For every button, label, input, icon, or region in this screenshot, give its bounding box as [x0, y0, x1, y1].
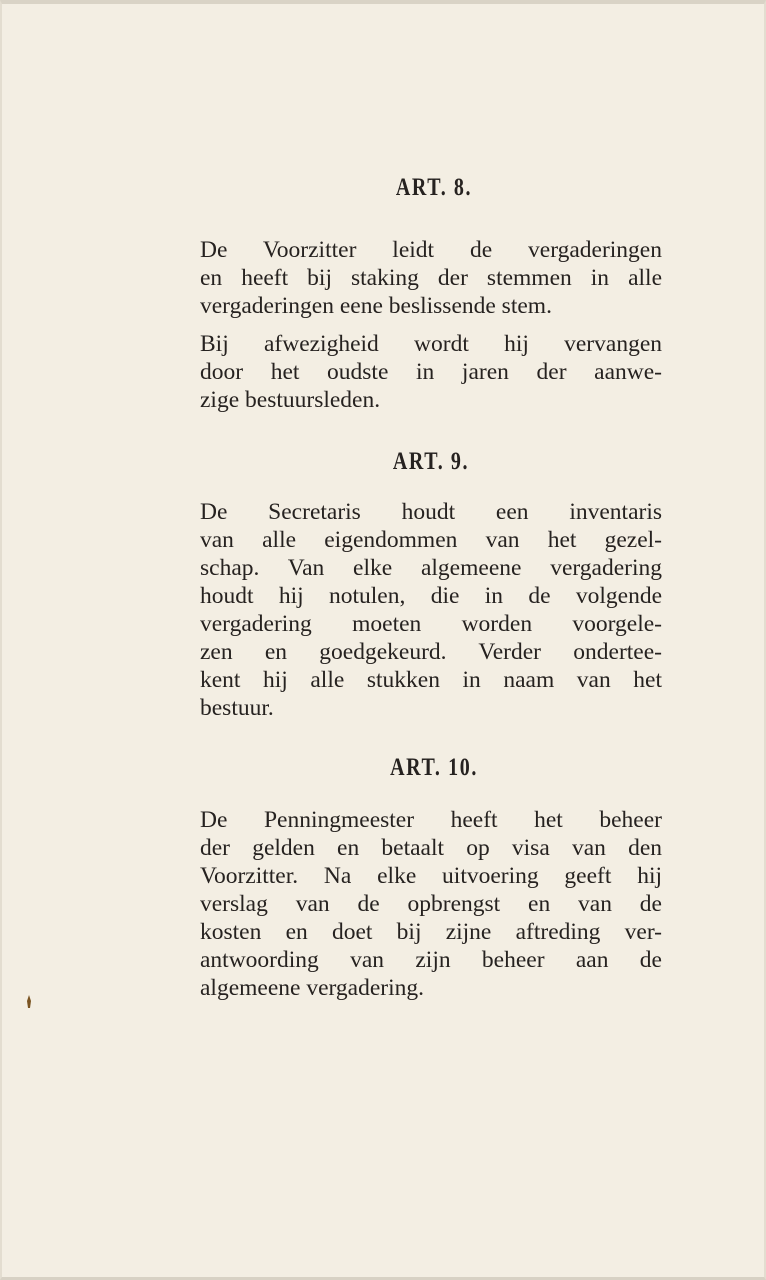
text-line: door het oudste in jaren der aanwe- [200, 359, 662, 385]
text-line: algemeene vergadering. [200, 975, 425, 1001]
text-line: zen en goedgekeurd. Verder ondertee- [200, 639, 662, 665]
article-8-paragraph-2 [200, 330, 662, 414]
text-line: zige bestuursleden. [200, 387, 381, 413]
text-line: kosten en doet bij zijne aftreding ver- [200, 919, 662, 945]
text-line: schap. Van elke algemeene vergadering [200, 555, 662, 581]
text-line: der gelden en betaalt op visa van den [200, 835, 662, 861]
text-line: houdt hij notulen, die in de volgende [200, 583, 662, 609]
article-10-heading: ART. 10. [390, 754, 478, 781]
article-9-paragraph-1 [200, 498, 662, 722]
text-line: De Penningmeester heeft het beheer [200, 807, 662, 833]
ink-blot-mark [24, 994, 34, 1010]
ink-blot-icon [24, 994, 34, 1010]
article-8-paragraph-1 [200, 236, 662, 320]
text-line: kent hij alle stukken in naam van het [200, 667, 662, 693]
article-10-paragraph-1 [200, 806, 662, 1002]
text-line: De Secretaris houdt een inventaris [200, 499, 662, 525]
page-text [200, 174, 662, 1002]
article-9-heading: ART. 9. [392, 448, 470, 475]
text-line: antwoording van zijn beheer aan de [200, 947, 662, 973]
text-line: van alle eigendommen van het gezel- [200, 527, 662, 553]
text-line: vergadering moeten worden voorgele- [200, 611, 662, 637]
text-line: Bij afwezigheid wordt hij vervangen [200, 331, 662, 357]
text-line: vergaderingen eene beslissende stem. [200, 293, 552, 319]
text-line: De Voorzitter leidt de vergaderingen [200, 237, 662, 263]
article-8-heading: ART. 8. [395, 174, 473, 201]
text-line: en heeft bij staking der stemmen in alle [200, 265, 662, 291]
text-line: bestuur. [200, 695, 274, 721]
text-line: verslag van de opbrengst en van de [200, 891, 662, 917]
text-line: Voorzitter. Na elke uitvoering geeft hij [200, 863, 662, 889]
